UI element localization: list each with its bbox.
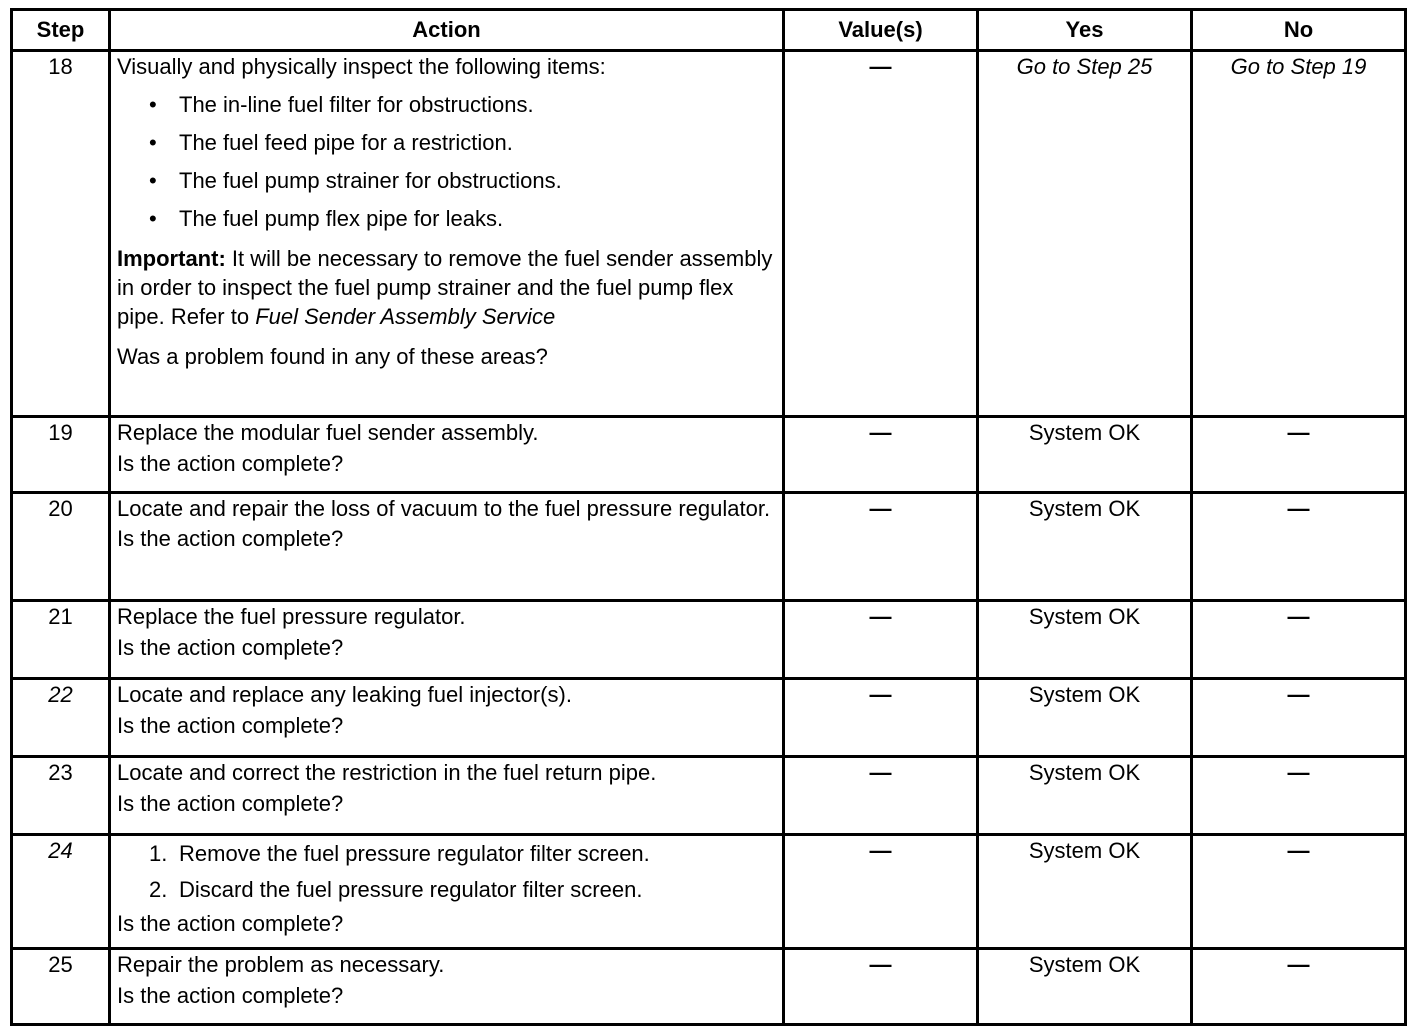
table-row: [12, 835, 1406, 949]
important-text: It will be necessary to remove the fuel sender assembly in order to inspect the fuel pump strainer and the fuel pump flex pipe. Refer to: [117, 246, 773, 329]
diagnostic-table: [10, 8, 1407, 1026]
yes-cell: System OK: [978, 757, 1192, 835]
value-cell: —: [784, 51, 978, 417]
list-item: • The in-line fuel filter for obstructions.: [149, 86, 776, 124]
action-cell: [110, 679, 784, 757]
table-row: [12, 51, 1406, 417]
important-note: [117, 244, 776, 331]
table-row: [12, 493, 1406, 601]
important-ref: Fuel Sender Assembly Service: [255, 304, 556, 329]
step-number: 22: [12, 679, 110, 757]
step-number: 18: [12, 51, 110, 417]
action-question: Is the action complete?: [117, 451, 344, 476]
list-item: • The fuel pump strainer for obstructions.: [149, 162, 776, 200]
no-cell: —: [1192, 601, 1406, 679]
action-cell: [110, 949, 784, 1025]
table-row: [12, 679, 1406, 757]
header-action: Action: [110, 10, 784, 51]
action-cell: [110, 51, 784, 417]
header-yes: Yes: [978, 10, 1192, 51]
action-cell: [110, 835, 784, 949]
table-row: [12, 601, 1406, 679]
action-question: Is the action complete?: [117, 911, 344, 936]
bullet-list: [117, 86, 776, 238]
bullet-icon: •: [149, 206, 157, 231]
action-question: Is the action complete?: [117, 526, 344, 551]
yes-cell: System OK: [978, 835, 1192, 949]
step-number: 20: [12, 493, 110, 601]
no-cell: —: [1192, 493, 1406, 601]
table-row: [12, 949, 1406, 1025]
action-text: Locate and repair the loss of vacuum to the fuel pressure regulator.: [117, 496, 771, 521]
bullet-icon: •: [149, 168, 157, 193]
action-cell: [110, 757, 784, 835]
table-row: [12, 417, 1406, 493]
action-intro: Visually and physically inspect the following items:: [117, 54, 606, 79]
bullet-icon: •: [149, 92, 157, 117]
action-question: Is the action complete?: [117, 983, 344, 1008]
action-text: Replace the fuel pressure regulator.: [117, 604, 466, 629]
no-cell: —: [1192, 417, 1406, 493]
yes-cell: Go to Step 25: [978, 51, 1192, 417]
no-cell: Go to Step 19: [1192, 51, 1406, 417]
action-text: Locate and replace any leaking fuel injector(s).: [117, 682, 572, 707]
header-step: Step: [12, 10, 110, 51]
step-number: 21: [12, 601, 110, 679]
value-cell: —: [784, 417, 978, 493]
action-cell: [110, 601, 784, 679]
value-cell: —: [784, 949, 978, 1025]
action-text: Repair the problem as necessary.: [117, 952, 445, 977]
header-no: No: [1192, 10, 1406, 51]
list-item: 1. Remove the fuel pressure regulator filter screen.: [149, 841, 650, 866]
no-cell: —: [1192, 835, 1406, 949]
value-cell: —: [784, 493, 978, 601]
action-question: Is the action complete?: [117, 713, 344, 738]
yes-cell: System OK: [978, 679, 1192, 757]
numbered-list: [117, 836, 776, 908]
yes-cell: System OK: [978, 601, 1192, 679]
value-cell: —: [784, 679, 978, 757]
list-item: 2. Discard the fuel pressure regulator filter screen.: [149, 877, 643, 902]
value-cell: —: [784, 835, 978, 949]
yes-cell: System OK: [978, 493, 1192, 601]
yes-cell: System OK: [978, 417, 1192, 493]
value-cell: —: [784, 757, 978, 835]
action-question: Was a problem found in any of these areas?: [117, 344, 548, 369]
action-question: Is the action complete?: [117, 791, 344, 816]
no-cell: —: [1192, 679, 1406, 757]
action-cell: [110, 417, 784, 493]
header-values: Value(s): [784, 10, 978, 51]
bullet-icon: •: [149, 130, 157, 155]
no-cell: —: [1192, 949, 1406, 1025]
action-text: Replace the modular fuel sender assembly.: [117, 420, 539, 445]
step-number: 25: [12, 949, 110, 1025]
table-row: [12, 757, 1406, 835]
step-number: 23: [12, 757, 110, 835]
list-item: • The fuel feed pipe for a restriction.: [149, 124, 776, 162]
action-question: Is the action complete?: [117, 635, 344, 660]
action-cell: [110, 493, 784, 601]
value-cell: —: [784, 601, 978, 679]
important-label: Important:: [117, 246, 226, 271]
action-text: Locate and correct the restriction in the fuel return pipe.: [117, 760, 657, 785]
step-number: 24: [12, 835, 110, 949]
no-cell: —: [1192, 757, 1406, 835]
yes-cell: System OK: [978, 949, 1192, 1025]
header-row: [12, 10, 1406, 51]
list-item: • The fuel pump flex pipe for leaks.: [149, 200, 776, 238]
step-number: 19: [12, 417, 110, 493]
